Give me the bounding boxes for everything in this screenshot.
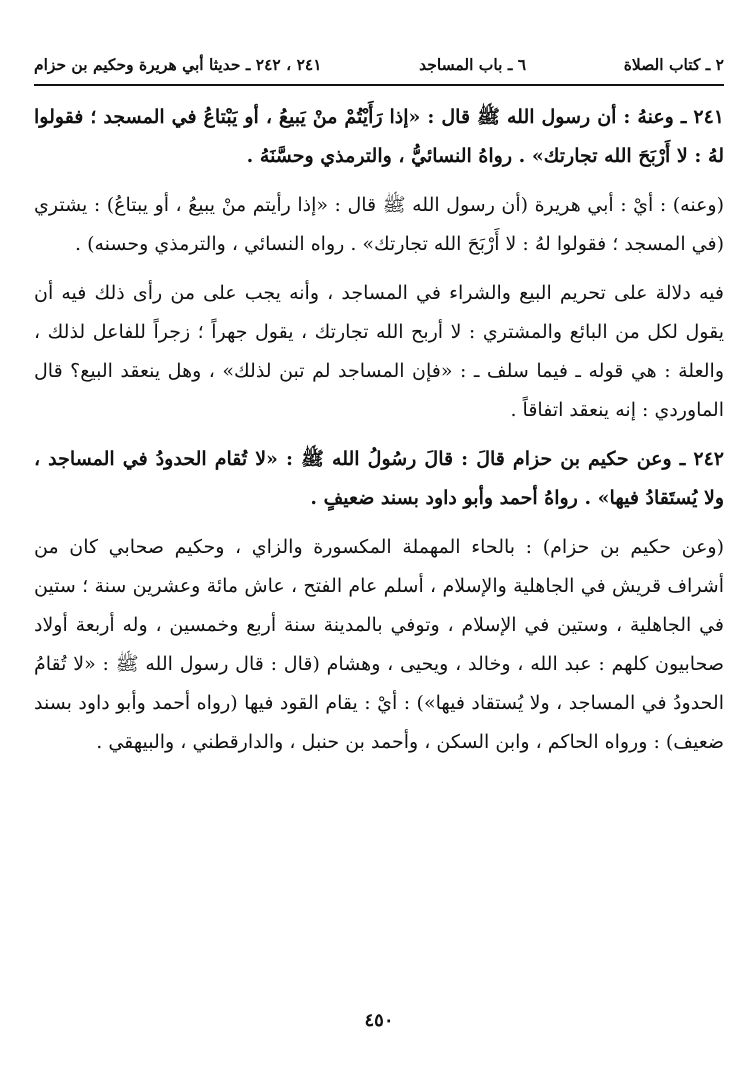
hadith-242-commentary: (وعن حكيم بن حزام) : بالحاء المهملة المكسورة والزاي ، وحكيم صحابي كان من أشراف قريش في الجاهلية والإسلام ، أسلم عام الفتح ، عاش مائة وعشرين سنة ؛ ستين في الجاهلية ، وستين في الإسلام ، وتوفي بالمدينة سنة أربع وخمسين ، وله أربعة أولاد صحابيون كلهم : عبد الله ، وخالد ، ويحيى ، وهشام (قال : قال رسول الله ﷺ : «لا تُقامُ الحدودُ في المساجد ، ولا يُستقاد فيها») : أيْ : يقام القود فيها (رواه أحمد وأبو داود بسند ضعيف) : ورواه الحاكم ، وابن السكن ، وأحمد بن حنبل ، والدارقطني ، والبيهقي . [34, 536, 724, 753]
book-page [34, 38, 724, 1068]
header-section: ٦ ـ باب المساجد [419, 54, 527, 74]
page-body [34, 98, 724, 772]
hadith-241-commentary: (وعنه) : أيْ : أبي هريرة (أن رسول الله ﷺ قال : «إذا رأيتم منْ يبيعُ ، أو يبتاعُ) : يشتري (في المسجد ؛ فقولوا لهُ : لا أَرْبَحَ الله تجارتك» . رواه النسائي ، والترمذي وحسنه) . [34, 194, 724, 255]
hadith-242-text: ٢٤٢ ـ وعن حكيم بن حزام قالَ : قالَ رسُولُ الله ﷺ : «لا تُقام الحدودُ في المساجد ، ولا يُستَقادُ فيها» . رواهُ أحمد وأبو داود بسند ضعيفٍ . [34, 448, 724, 509]
header-hadith-range: ٢٤١ ، ٢٤٢ ـ حديثا أبي هريرة وحكيم بن حزام [34, 54, 322, 74]
hadith-241-explanation: فيه دلالة على تحريم البيع والشراء في المساجد ، وأنه يجب على من رأى ذلك فيه أن يقول لكل من البائع والمشتري : لا أربح الله تجارتك ، يقول جهراً ؛ زجراً للفاعل لذلك ، والعلة : هي قوله ـ فيما سلف ـ : «فإن المساجد لم تبن لذلك» ، وهل ينعقد البيع؟ قال الماوردي : إنه ينعقد اتفاقاً . [34, 282, 724, 421]
running-header [34, 46, 724, 82]
header-chapter: ٢ ـ كتاب الصلاة [623, 54, 724, 74]
header-divider [34, 84, 724, 86]
hadith-241-text: ٢٤١ ـ وعنهُ : أن رسول الله ﷺ قال : «إذا رَأَيْتُمْ منْ يَبيعُ ، أو يَبْتاعُ في المسجد ؛ فقولوا لهُ : لا أَرْبَحَ الله تجارتك» . رواهُ النسائيُّ ، والترمذي وحسَّنَهُ . [34, 106, 724, 167]
page-number: ٤٥٠ [364, 1010, 394, 1031]
